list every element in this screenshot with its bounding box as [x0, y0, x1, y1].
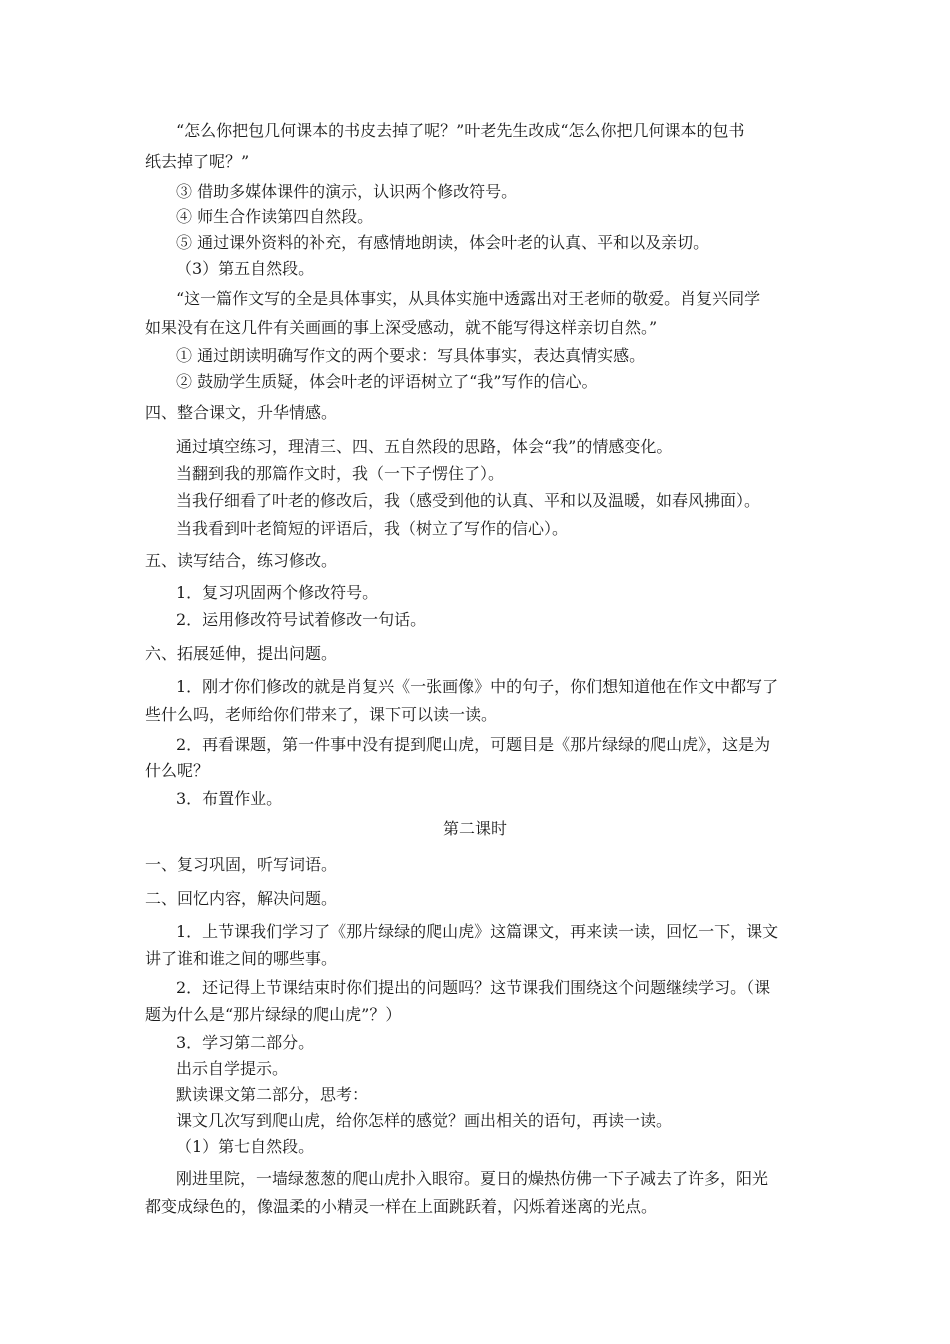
- text-line: ⑤ 通过课外资料的补充，有感情地朗读，体会叶老的认真、平和以及亲切。: [176, 233, 710, 252]
- text-line: “这一篇作文写的全是具体事实，从具体实施中透露出对王老师的敬爱。肖复兴同学: [176, 289, 761, 308]
- text-line: 3．学习第二部分。: [176, 1033, 315, 1052]
- text-line: 什么呢？: [145, 761, 210, 780]
- text-line: 2．还记得上节课结束时你们提出的问题吗？这节课我们围绕这个问题继续学习。（课: [176, 978, 771, 997]
- text-line: 2．运用修改符号试着修改一句话。: [176, 610, 427, 629]
- text-line: 刚进里院，一墙绿葱葱的爬山虎扑入眼帘。夏日的燥热仿佛一下子减去了许多，阳光: [176, 1169, 769, 1188]
- text-line: 2．再看课题，第一件事中没有提到爬山虎，可题目是《那片绿绿的爬山虎》，这是为: [176, 735, 771, 754]
- text-line: 1．上节课我们学习了《那片绿绿的爬山虎》这篇课文，再来读一读，回忆一下，课文: [176, 922, 779, 941]
- section-heading: 五、读写结合，练习修改。: [145, 551, 338, 570]
- text-line: 默读课文第二部分，思考：: [176, 1085, 369, 1104]
- text-line: 当我仔细看了叶老的修改后，我（感受到他的认真、平和以及温暖，如春风拂面）。: [176, 491, 761, 510]
- text-line: 课文几次写到爬山虎，给你怎样的感觉？画出相关的语句，再读一读。: [176, 1111, 673, 1130]
- text-line: （1）第七自然段。: [176, 1137, 315, 1156]
- text-line: 出示自学提示。: [176, 1059, 289, 1078]
- text-line: 都变成绿色的，像温柔的小精灵一样在上面跳跃着，闪烁着迷离的光点。: [145, 1197, 658, 1216]
- text-line: ④ 师生合作读第四自然段。: [176, 207, 374, 226]
- text-line: 纸去掉了呢？”: [145, 152, 250, 171]
- text-line: “怎么你把包几何课本的书皮去掉了呢？”叶老先生改成“怎么你把几何课本的包书: [176, 121, 745, 140]
- text-line: 如果没有在这几件有关画画的事上深受感动，就不能写得这样亲切自然。”: [145, 318, 658, 337]
- text-line: ① 通过朗读明确写作文的两个要求：写具体事实，表达真情实感。: [176, 346, 646, 365]
- section-heading: 一、复习巩固，听写词语。: [145, 855, 338, 874]
- text-line: 当我看到叶老简短的评语后，我（树立了写作的信心）。: [176, 519, 569, 538]
- section-heading: 二、回忆内容，解决问题。: [145, 889, 338, 908]
- text-line: ③ 借助多媒体课件的演示，认识两个修改符号。: [176, 182, 518, 201]
- text-line: 当翻到我的那篇作文时，我（一下子愣住了）。: [176, 464, 505, 483]
- text-line: 3．布置作业。: [176, 789, 283, 808]
- text-line: 1．复习巩固两个修改符号。: [176, 583, 379, 602]
- text-line: 讲了谁和谁之间的哪些事。: [145, 949, 338, 968]
- text-line: 些什么吗，老师给你们带来了，课下可以读一读。: [145, 705, 498, 724]
- text-line: ② 鼓励学生质疑，体会叶老的评语树立了“我”写作的信心。: [176, 372, 598, 391]
- text-line: 1．刚才你们修改的就是肖复兴《一张画像》中的句子，你们想知道他在作文中都写了: [176, 677, 779, 696]
- text-line: （3）第五自然段。: [176, 259, 315, 278]
- text-line: 通过填空练习，理清三、四、五自然段的思路，体会“我”的情感变化。: [176, 437, 673, 456]
- text-line: 题为什么是“那片绿绿的爬山虎”？）: [145, 1005, 402, 1024]
- lesson-heading: 第二课时: [442, 819, 507, 838]
- section-heading: 四、整合课文，升华情感。: [145, 403, 338, 422]
- section-heading: 六、拓展延伸，提出问题。: [145, 644, 338, 663]
